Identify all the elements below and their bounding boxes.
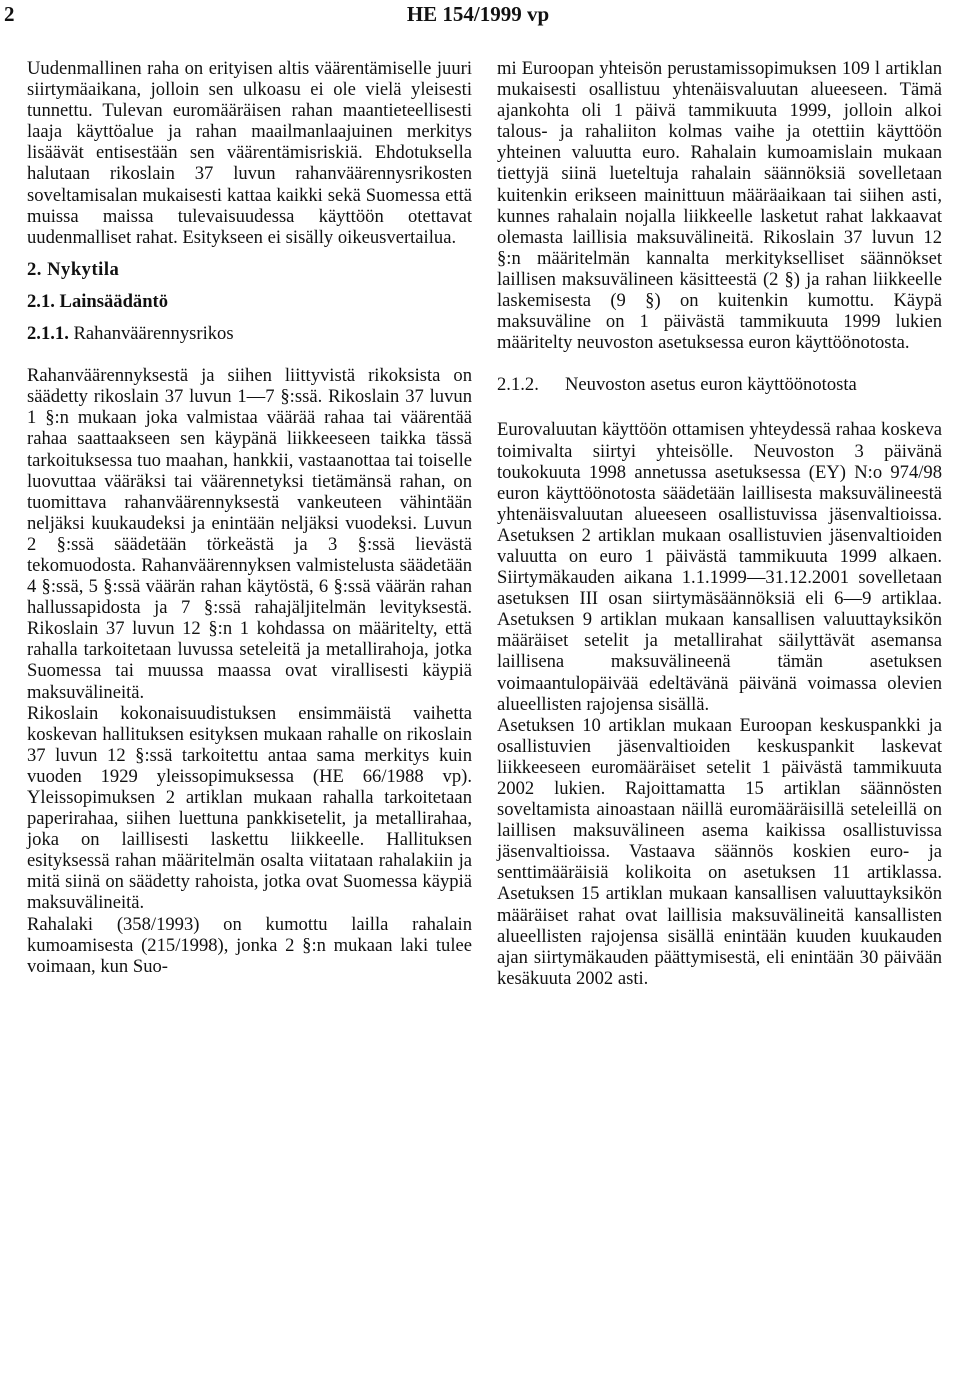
paragraph: Rahalaki (358/1993) on kumottu lailla rahalain kumoamisesta (215/1998), jonka 2 §:n mukaan laki tulee voimaan, kun Suo- — [27, 913, 472, 977]
left-column — [27, 58, 472, 977]
subsubsection-heading — [27, 323, 472, 344]
section-heading: 2. Nykytila — [27, 258, 120, 280]
right-column — [497, 58, 942, 989]
paragraph: Uudenmallinen raha on erityisen altis väärentämiselle juuri siirtymäaikana, jolloin sen ulkoasu ei ole vielä yleisesti tunnettu. Tulevan euromääräisen rahan maantieteellisesti laaja käyttöalue ja rahan maailmanlaajuinen merkitys lisäävät entisestään sen väärentämisriskiä. Ehdotuksella halutaan rikoslain 37 luvun rahanväärennysrikosten soveltamisalan mukaisesti kattaa kaikki sekä Suomessa että muissa maissa tulevaisuudessa käyttöön otettavat uudenmalliset rahat. Esitykseen ei sisälly oikeusvertailua. — [27, 58, 472, 248]
paragraph: mi Euroopan yhteisön perustamissopimuksen 109 l artiklan mukaisesti osallistuu yhtenäisvaluutan alueeseen. Tämä ajankohta oli 1 päivä tammikuuta 1999, jolloin alkoi talous- ja rahaliiton kolmas vaihe ja otettiin käyttöön yhteinen valuutta euro. Rahalain kumoamislain mukaan tiettyjä siinä lueteltuja rahalain säännöksiä sovelletaan kuitenkin erikseen mainittuun määräaikaan tai siihen asti, kunnes rahalain nojalla liikkeelle lasketut rahat lakkaavat olemasta laillisia maksuvälineitä. Rikoslain 37 luvun 12 §:n määritelmän kannalta merkitykselliset säännökset laillisen maksuvälineen käsitteestä (2 §) ja rahan liikkeelle laskemisesta (9 §) on kuitenkin kumottu. Käypä maksuväline on 1 päivästä tammikuuta 1999 lukien määritelty neuvoston asetuksessa euron käyttöönotosta. — [497, 58, 942, 354]
page-header — [4, 2, 952, 32]
subsubsection-number: 2.1.1. — [27, 323, 69, 345]
paragraph: Eurovaluutan käyttöön ottamisen yhteydessä rahaa koskeva toimivalta siirtyi yhteisölle. Neuvoston 3 päivänä toukokuuta 1998 annetussa asetuksessa (EY) N:o 974/98 euron käyttöönotosta säädetään laillisesta maksuvälineestä yhtenäisvaluutan alueeseen osallistuvissa jäsenvaltioissa. Asetuksen 2 artiklan mukaan osallistuvien jäsenvaltioiden valuutta on euro 1 päivästä tammikuuta 1999 alkaen. Siirtymäkauden aikana 1.1.1999—31.12.2001 sovelletaan asetuksen III osan siirtymäsäännöksiä eli 6—9 artiklaa. Asetuksen 9 artiklan mukaan kansallisen valuuttayksikön määräiset setelit ja metallirahat säilyttävät asemansa laillisena maksuvälineenä tämän asetuksen voimaantulopäivää edeltävänä päivänä voimassa olevien alueellisten rajojensa sisällä. — [497, 419, 942, 715]
subsubsection-heading — [497, 374, 942, 395]
paragraph: Asetuksen 10 artiklan mukaan Euroopan keskuspankki ja osallistuvien jäsenvaltioiden keskuspankit laskevat liikkeeseen euromääräiset setelit 1 päivästä tammikuuta 2002 lukien. Rajoittamatta 15 artiklan säännösten soveltamista ainoastaan näillä euromääräisillä seteleillä on laillisen maksuvälineen asema kaikissa osallistuvissa jäsenvaltioissa. Vastaava säännös koskien euro- ja senttimääräisiä kolikoita on asetuksen 11 artiklassa. Asetuksen 15 artiklan mukaan kansallisen valuuttayksikön määräiset rahat ovat laillisia maksuvälineitä kansallisten alueellisten rajojensa sisällä enintään kuuden kuukauden ajan siirtymäkauden päättymisestä, eli enintään 30 päivään kesäkuuta 2002 asti. — [497, 714, 942, 989]
subsubsection-title: Rahanväärennysrikos — [73, 323, 234, 345]
subsubsection-title: Neuvoston asetus euron käyttöönotosta — [565, 374, 857, 396]
subsection-heading: 2.1. Lainsäädäntö — [27, 290, 169, 312]
paragraph: Rahanväärennyksestä ja siihen liittyvistä rikoksista on säädetty rikoslain 37 luvun 1—7 §:ssä. Rikoslain 37 luvun 1 §:n mukaan joka valmistaa väärää rahaa tai väärentää rahaa saattaakseen sen käypänä liikkeeseen taikka tässä tarkoituksessa tuo maahan, hankkii, vastaanottaa tai toiselle luovuttaa vääräksi tai väärennetyksi tietämänsä rahan, on tuomittava rahanväärennyksestä vankeuteen vähintään neljäksi kuukaudeksi ja enintään neljäksi vuodeksi. Luvun 2 §:ssä säädetään törkeästä ja 3 §:ssä lievästä tekomuodosta. Rahanväärennyksen valmistelusta säädetään 4 §:ssä, 5 §:ssä väärän rahan käytöstä, 6 §:ssä väärän rahan hallussapidosta ja 7 §:ssä rahajäljitelmän levityksestä. Rikoslain 37 luvun 12 §:n 1 kohdassa on määritelty, että rahalla tarkoitetaan luvussa seteleitä ja metallirahoja, jotka Suomessa tai muussa maassa ovat virallisesti käypiä maksuvälineitä. — [27, 365, 472, 703]
paragraph: Rikoslain kokonaisuudistuksen ensimmäistä vaihetta koskevan hallituksen esityksen mukaan rahalle on rikoslain 37 luvun 12 §:ssä tarkoitettu antaa sama merkitys kuin vuoden 1929 yleissopimuksessa (HE 66/1988 vp). Yleissopimuksen 2 artiklan mukaan rahalla tarkoitetaan paperirahaa, siihen luettuna pankkisetelit, ja metallirahaa, joka on laillisesti laskettu liikkeelle. Hallituksen esityksessä rahan määritelmän osalta viitataan rahalakiin ja mitä siinä on säädetty rahoista, jotka ovat Suomessa käypiä maksuvälineitä. — [27, 702, 472, 914]
page-number: 2 — [4, 2, 15, 26]
document-id: HE 154/1999 vp — [406, 2, 550, 26]
subsubsection-number: 2.1.2. — [497, 374, 539, 396]
